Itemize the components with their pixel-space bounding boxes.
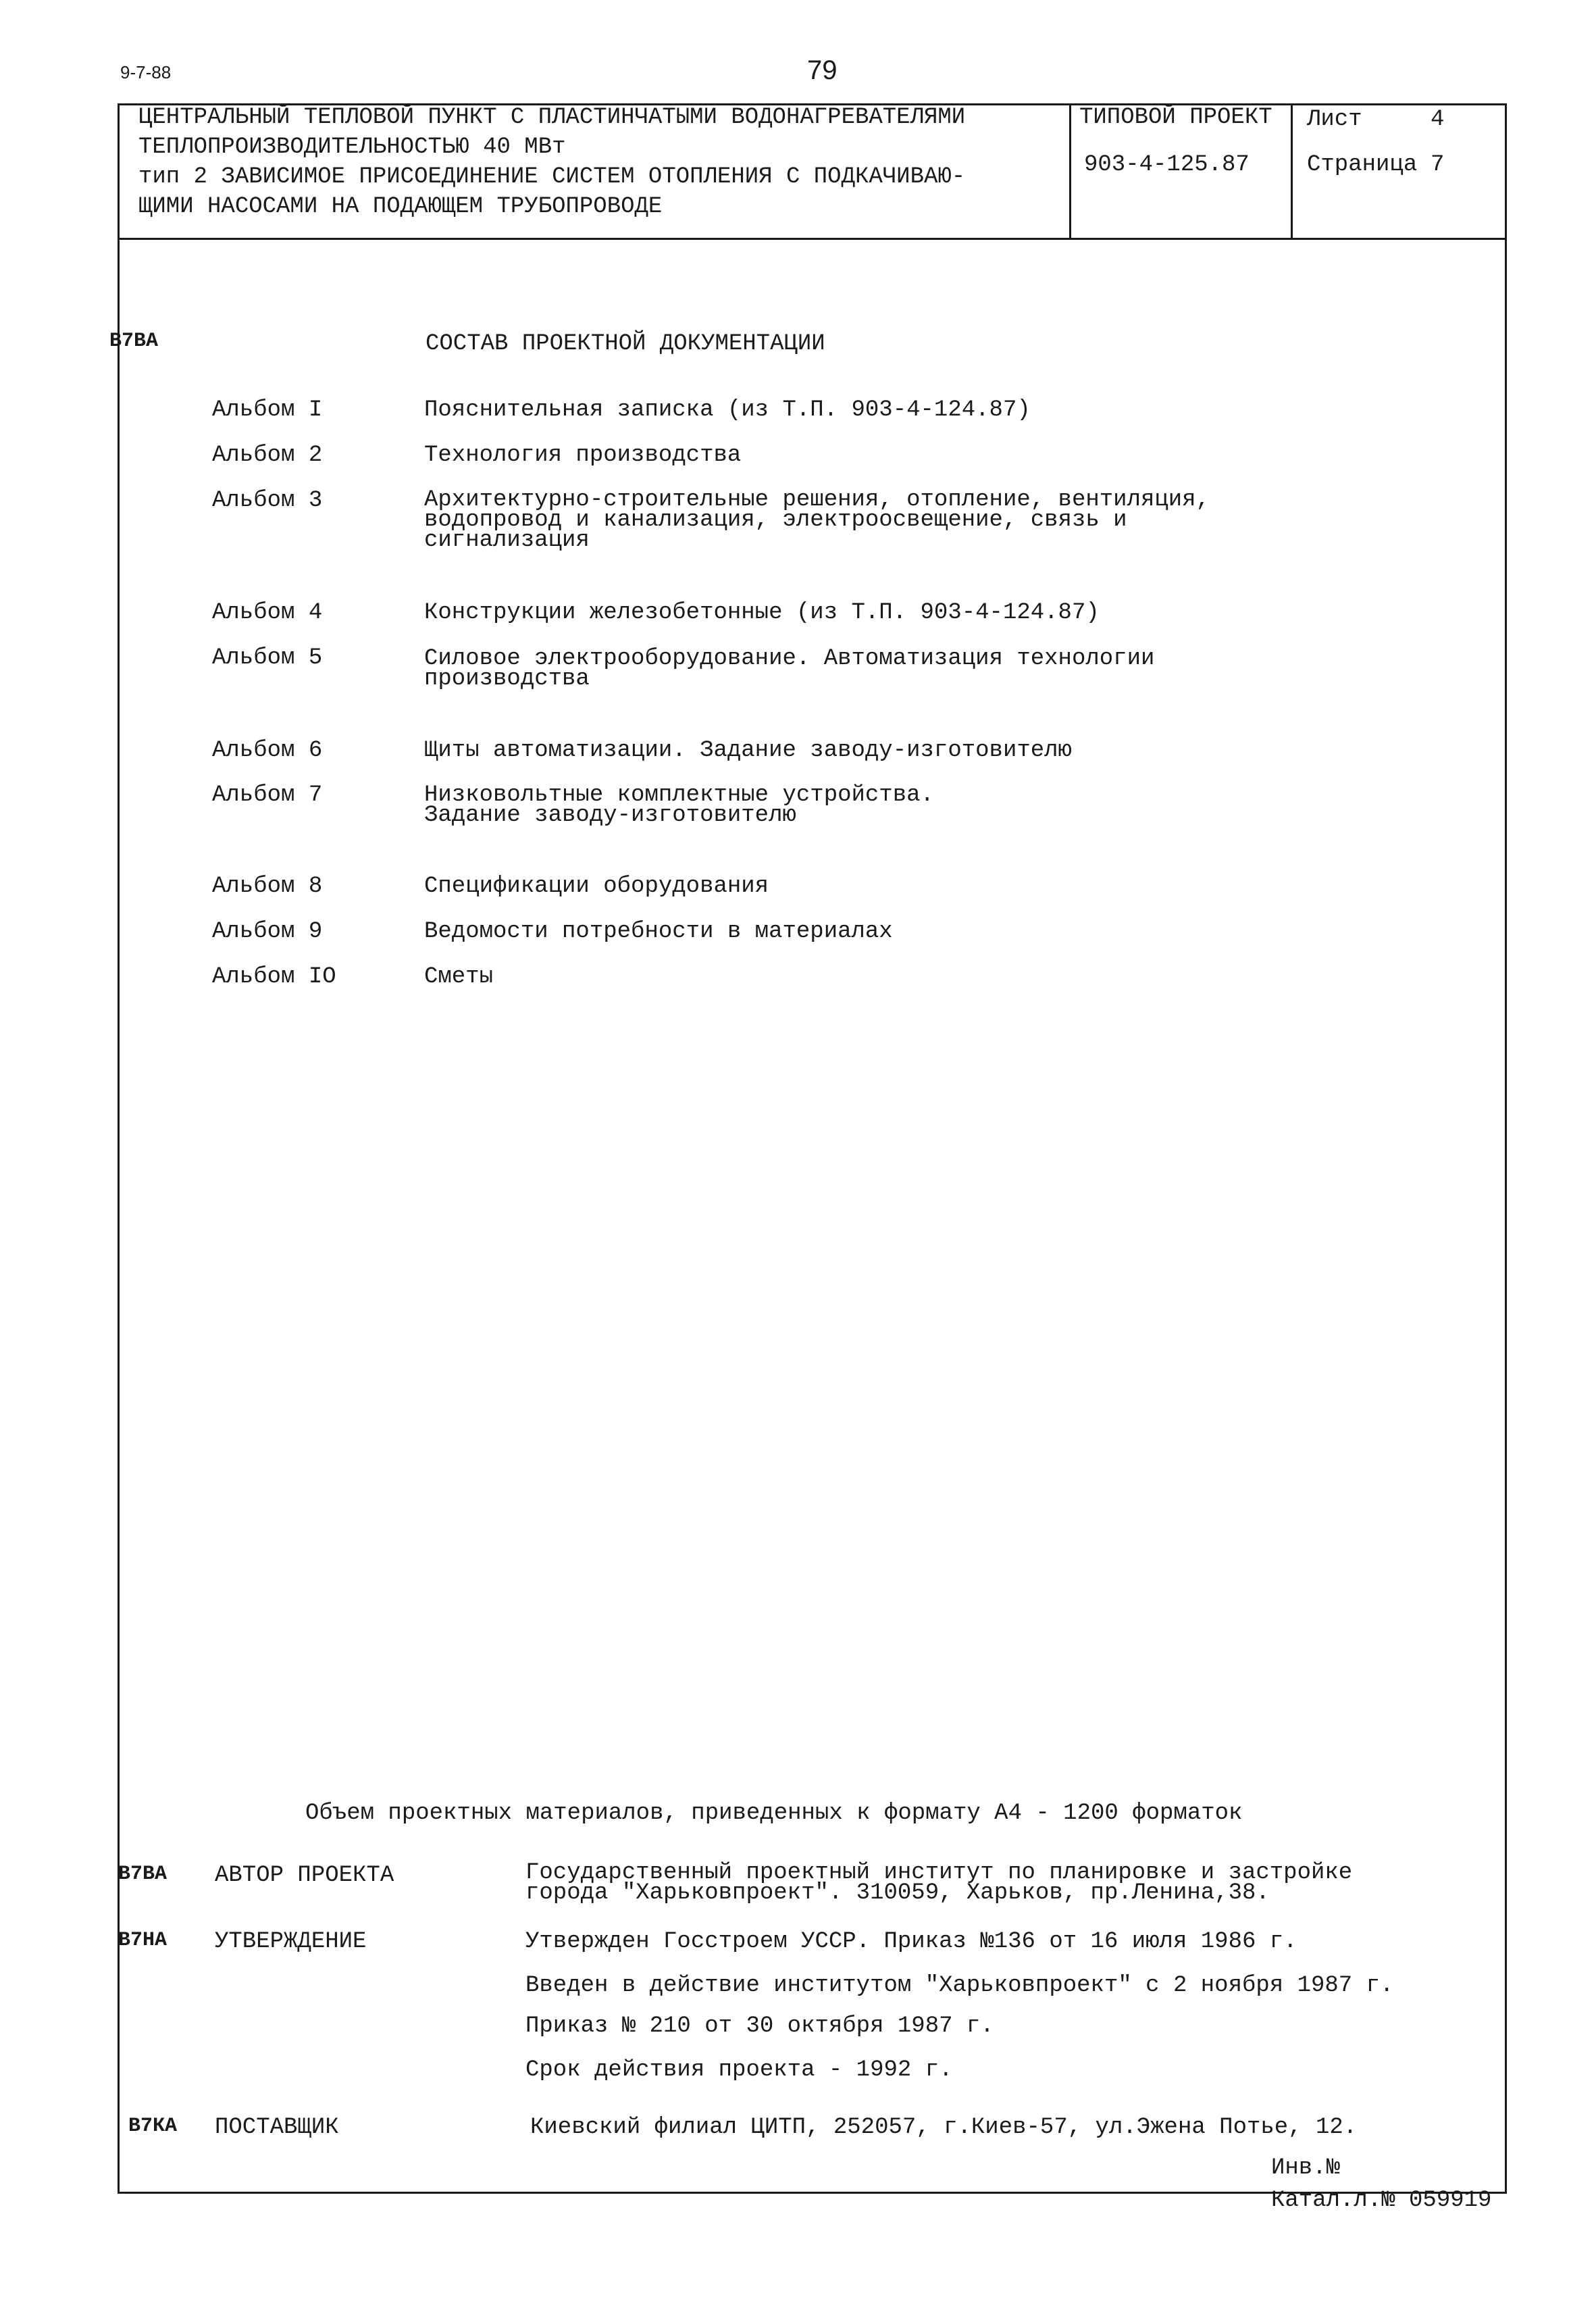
album-title: Щиты автоматизации. Задание заводу-изготовителю: [424, 738, 1072, 763]
album-title: [424, 782, 934, 828]
contents-heading: СОСТАВ ПРОЕКТНОЙ ДОКУМЕНТАЦИИ: [426, 331, 825, 357]
approval-code: В7НА: [118, 1929, 168, 1952]
album-title: Технология производства: [424, 443, 742, 468]
album-label: Альбом 8: [212, 874, 323, 899]
page-label: Страница: [1307, 152, 1418, 178]
album-title: [424, 487, 1210, 553]
header-title-line: ЩИМИ НАСОСАМИ НА ПОДАЮЩЕМ ТРУБОПРОВОДЕ: [138, 194, 663, 220]
album-label: Альбом IO: [212, 964, 336, 990]
album-title-line: водопровод и канализация, электроосвещение, связь и: [424, 507, 1127, 533]
album-label: Альбом I: [212, 397, 323, 423]
header-title-line: тип 2 ЗАВИСИМОЕ ПРИСОЕДИНЕНИЕ СИСТЕМ ОТОПЛЕНИЯ С ПОДКАЧИВАЮ-: [138, 164, 966, 190]
album-label: Альбом 2: [212, 443, 323, 468]
album-title: [424, 646, 1155, 692]
sheet-value: 4: [1431, 107, 1445, 132]
author-text-line: Государственный проектный институт по планировке и застройке: [525, 1860, 1353, 1886]
album-title-line: Задание заводу-изготовителю: [424, 803, 796, 828]
project-number: 903-4-125.87: [1084, 152, 1250, 178]
contents-code: В7ВА: [109, 330, 159, 353]
author-text: [525, 1860, 1353, 1906]
album-label: Альбом 6: [212, 738, 323, 763]
album-title-line: Низковольтные комплектные устройства.: [424, 782, 934, 808]
header-divider-1: [1069, 103, 1071, 238]
approval-line: Срок действия проекта - 1992 г.: [525, 2057, 953, 2083]
volume-note: Объем проектных материалов, приведенных к формату А4 - 1200 форматок: [305, 1801, 1243, 1826]
album-title: Ведомости потребности в материалах: [424, 919, 893, 945]
approval-line: Приказ № 210 от 30 октября 1987 г.: [525, 2013, 994, 2039]
page-code: 9-7-88: [120, 62, 172, 82]
header-bottom-rule: [118, 238, 1507, 240]
album-title-line: производства: [424, 666, 590, 692]
album-label: Альбом 9: [212, 919, 323, 945]
supplier-text: Киевский филиал ЦИТП, 252057, г.Киев-57, ул.Эжена Потье, 12.: [530, 2115, 1358, 2140]
album-label: Альбом 4: [212, 600, 323, 626]
page-number: 79: [807, 55, 838, 85]
inventory-label: Инв.№: [1271, 2155, 1341, 2181]
author-code: В7ВА: [118, 1863, 168, 1886]
album-label: Альбом 3: [212, 488, 323, 513]
author-label: АВТОР ПРОЕКТА: [215, 1863, 394, 1888]
supplier-label: ПОСТАВЩИК: [215, 2115, 339, 2140]
approval-label: УТВЕРЖДЕНИЕ: [215, 1929, 367, 1955]
approval-line: Утвержден Госстроем УССР. Приказ №136 от 16 июля 1986 г.: [525, 1929, 1297, 1955]
header-title: [138, 103, 965, 222]
author-text-line: города "Харьковпроект". 310059, Харьков, пр.Ленина,38.: [525, 1880, 1270, 1906]
header-title-line: ТЕПЛОПРОИЗВОДИТЕЛЬНОСТЬЮ 40 МВт: [138, 134, 566, 160]
album-title: Сметы: [424, 964, 494, 990]
album-title: Конструкции железобетонные (из Т.П. 903-4-124.87): [424, 600, 1100, 626]
page-value: 7: [1431, 152, 1445, 178]
header-title-line: ЦЕНТРАЛЬНЫЙ ТЕПЛОВОЙ ПУНКТ С ПЛАСТИНЧАТЫМИ ВОДОНАГРЕВАТЕЛЯМИ: [138, 105, 966, 130]
album-title: Спецификации оборудования: [424, 874, 769, 899]
album-title-line: Силовое электрооборудование. Автоматизация технологии: [424, 646, 1155, 672]
album-title-line: Архитектурно-строительные решения, отопление, вентиляция,: [424, 487, 1210, 513]
project-label: ТИПОВОЙ ПРОЕКТ: [1079, 105, 1272, 130]
sheet-label: Лист: [1307, 107, 1362, 132]
album-label: Альбом 7: [212, 782, 323, 808]
album-title-line: сигнализация: [424, 528, 590, 553]
approval-line: Введен в действие институтом "Харьковпроект" с 2 ноября 1987 г.: [525, 1973, 1394, 1998]
catalog-number: Катал.л.№ 059919: [1271, 2188, 1492, 2213]
album-title: Пояснительная записка (из Т.П. 903-4-124.87): [424, 397, 1031, 423]
supplier-code: В7КА: [128, 2115, 178, 2138]
header-divider-2: [1291, 103, 1293, 238]
album-label: Альбом 5: [212, 645, 323, 671]
